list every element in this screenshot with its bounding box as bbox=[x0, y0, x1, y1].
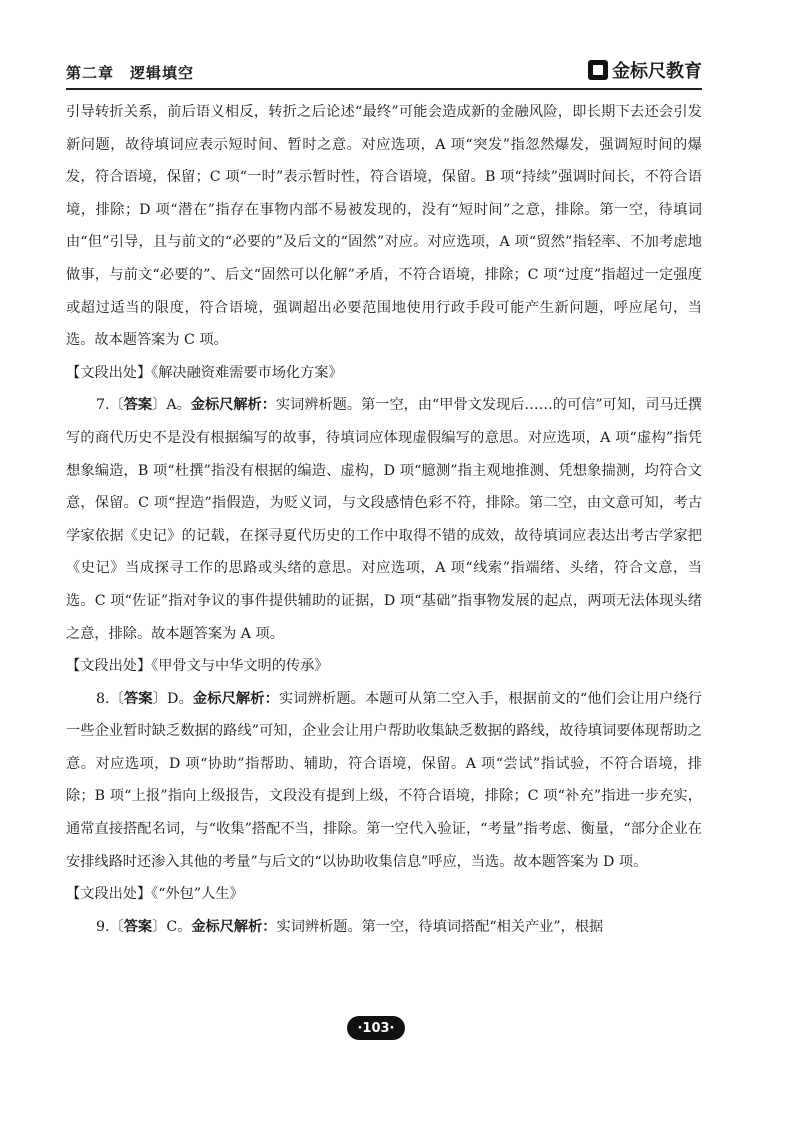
paragraph-q6-continued: 引导转折关系，前后语义相反，转折之后论述“最终”可能会造成新的金融风险，即长期下去还会引发新问题，故待填词应表示短时间、暂时之意。对应选项，A 项“突发”指忽然爆发，强调短时间的爆发，符合语境，保留；C 项“一时”表示暂时性，符合语境，保留。B 项“持续”强调时间长，不符合语境，排除；D 项“潜在”指存在事物内部不易被发现的，没有“短时间”之意，排除。第一空，待填词由“但”引导，且与前文的“必要的”及后文的“固然”对应。对应选项，A 项“贸然”指轻率、不加考虑地做事，与前文“必要的”、后文“固然可以化解”矛盾，不符合语境，排除；C 项“过度”指超过一定强度或超过适当的限度，符合语境，强调超出必要范围地使用行政手段可能产生新问题，呼应尾句，当选。故本题答案为 C 项。 bbox=[66, 104, 702, 349]
page-number: ·103· bbox=[347, 1016, 405, 1040]
brand-logo-icon bbox=[588, 60, 608, 80]
source-q6: 【文段出处】《解决融资难需要市场化方案》 bbox=[66, 364, 343, 381]
q9-analysis-label: 金标尺解析： bbox=[191, 918, 277, 935]
q9-answer-label: 答案 bbox=[123, 918, 153, 935]
q8-analysis: 实词辨析题。本题可从第二空入手，根据前文的“他们会让用户绕行一些企业暂时缺乏数据的路线”可知，企业会让用户帮助收集缺乏数据的路线，故待填词要体现帮助之意。对应选项，D 项“协助”指帮助、辅助，符合语境，保留。A 项“尝试”指试验，不符合语境，排除；B 项“上报”指向上级报告，文段没有提到上级，不符合语境，排除；C 项“补充”指进一步充实，通常直接搭配名词，与“收集”搭配不当，排除。第一空代入验证，“考量”指考虑、衡量，“部分企业在安排线路时还渗入其他的考量”与后文的“以协助收集信息”呼应，当选。故本题答案为 D 项。 bbox=[66, 690, 702, 870]
page-header bbox=[66, 58, 702, 86]
q7-analysis: 实词辨析题。第一空，由“甲骨文发现后……的可信”可知，司马迁撰写的商代历史不是没有根据编写的故事，待填词应体现虚假编写的意思。对应选项，A 项“虚构”指凭想象编造，B 项“杜撰”指没有根据的编造、虚构，D 项“臆测”指主观地推测、凭想象揣测，均符合文意，保留。C 项“捏造”指假造，为贬义词，与文段感情色彩不符，排除。第二空，由文意可知，考古学家依据《史记》的记载，在探寻夏代历史的工作中取得不错的成效，故待填词应表达出考古学家把《史记》当成探寻工作的思路或头绪的意思。对应选项，A 项“线索”指端绪、头绪，符合文意，当选。C 项“佐证”指对争议的事件提供辅助的证据，D 项“基础”指事物发展的起点，两项无法体现头绪之意，排除。故本题答案为 A 项。 bbox=[66, 397, 702, 642]
q8-answer-label: 答案 bbox=[124, 690, 153, 707]
q9-answer: 〕C。 bbox=[152, 918, 192, 935]
q8-number: 8.〔 bbox=[96, 690, 125, 707]
q7-answer-label: 答案 bbox=[123, 397, 153, 414]
paragraph-q9 bbox=[66, 911, 702, 944]
q8-analysis-label: 金标尺解析： bbox=[192, 690, 279, 707]
q9-number: 9.〔 bbox=[96, 918, 124, 935]
q7-number: 7.〔 bbox=[96, 397, 124, 414]
brand-logo bbox=[588, 58, 702, 82]
page-body bbox=[66, 96, 702, 943]
brand-name: 金标尺教育 bbox=[612, 61, 702, 82]
q9-analysis: 实词辨析题。第一空，待填词搭配“相关产业”，根据 bbox=[276, 918, 604, 935]
q8-answer: 〕D。 bbox=[152, 690, 193, 707]
chapter-title: 第二章 逻辑填空 bbox=[66, 64, 195, 82]
q7-analysis-label: 金标尺解析： bbox=[190, 397, 276, 414]
header-divider bbox=[66, 88, 702, 90]
paragraph-q8 bbox=[66, 683, 702, 879]
q7-answer: 〕A。 bbox=[152, 397, 191, 414]
source-q8: 【文段出处】《“外包”人生》 bbox=[66, 886, 244, 903]
paragraph-q7 bbox=[66, 389, 702, 650]
source-q7: 【文段出处】《甲骨文与中华文明的传承》 bbox=[66, 658, 329, 675]
